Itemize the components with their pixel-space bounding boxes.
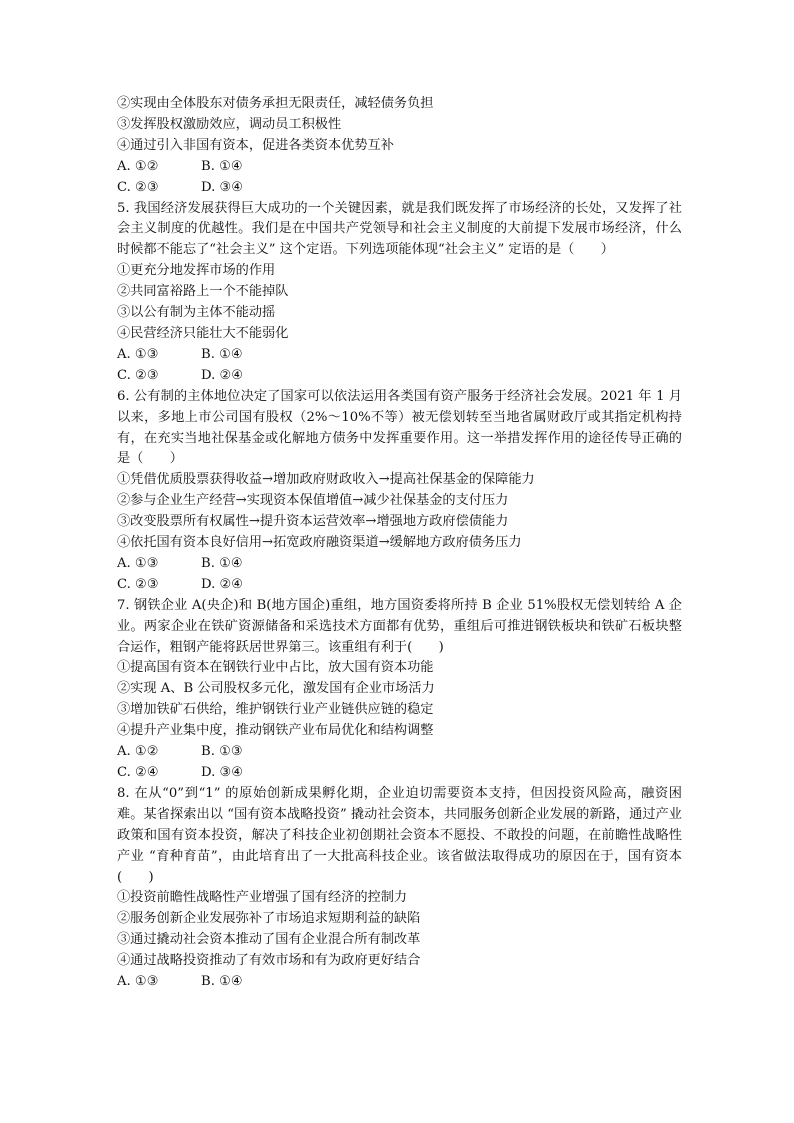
q5-item-4: ④民营经济只能壮大不能弱化 xyxy=(117,325,289,341)
q4-item-2: ②实现由全体股东对债务承担无限责任，减轻债务负担 xyxy=(117,96,434,111)
q6-item-4: ④依托国有资本良好信用→拓宽政府融资渠道→缓解地方政府债务压力 xyxy=(117,535,522,551)
q6-option-d[interactable]: D. ②④ xyxy=(201,576,244,592)
q7-item-3: ③增加铁矿石供给，维护钢铁行业产业链供应链的稳定 xyxy=(117,702,434,718)
q4-options-row-2 xyxy=(117,178,682,199)
q6-item-1: ①凭借优质股票获得收益→增加政府财政收入→提高社保基金的保障能力 xyxy=(117,472,535,488)
q8-item-2: ②服务创新企业发展弥补了市场追求短期利益的缺陷 xyxy=(117,911,421,927)
q5-options-row-2 xyxy=(117,366,682,387)
q4-option-c[interactable]: C. ②③ xyxy=(117,179,159,195)
q4-item-4: ④通过引入非国有资本，促进各类资本优势互补 xyxy=(117,137,394,153)
q6-options-row-1 xyxy=(117,554,682,575)
question-4 xyxy=(117,94,682,199)
q8-option-a[interactable]: A. ①③ xyxy=(117,974,159,990)
question-8 xyxy=(117,784,682,993)
q4-options-row-1 xyxy=(117,157,682,178)
q8-item-4: ④通过战略投资推动了有效市场和有为政府更好结合 xyxy=(117,953,421,969)
q7-item-1: ①提高国有资本在钢铁行业中占比，放大国有资本功能 xyxy=(117,660,434,676)
q8-options-row-1 xyxy=(117,972,682,993)
q5-item-2: ②共同富裕路上一个不能掉队 xyxy=(117,284,289,300)
q7-options-row-2 xyxy=(117,763,682,784)
q6-item-3: ③改变股票所有权属性→提升资本运营效率→增强地方政府偿债能力 xyxy=(117,514,509,530)
q4-option-a[interactable]: A. ①② xyxy=(117,158,159,174)
q6-option-b[interactable]: B. ①④ xyxy=(201,555,243,571)
q7-item-2: ②实现 A、B 公司股权多元化，激发国有企业市场活力 xyxy=(117,681,435,697)
q7-option-c[interactable]: C. ②④ xyxy=(117,765,159,780)
q6-item-2: ②参与企业生产经营→实现资本保值增值→减少社保基金的支付压力 xyxy=(117,493,509,509)
q8-option-b[interactable]: B. ①④ xyxy=(201,974,243,990)
question-5 xyxy=(117,199,682,387)
q5-item-3: ③以公有制为主体不能动摇 xyxy=(117,305,276,321)
q7-item-4: ④提升产业集中度，推动钢铁产业布局优化和结构调整 xyxy=(117,723,434,739)
q5-option-c[interactable]: C. ②③ xyxy=(117,367,159,383)
question-7 xyxy=(117,596,682,784)
q5-option-a[interactable]: A. ①③ xyxy=(117,346,159,362)
q5-stem: 5. 我国经济发展获得巨大成功的一个关键因素，就是我们既发挥了市场经济的长处，又发挥了社会主义制度的优越性。我们是在中国共产党领导和社会主义制度的大前提下发展市场经济，什么时候都不能忘了“社会主义” 这个定语。下列选项能体现“社会主义” 定语的是（ ） xyxy=(117,200,682,258)
q8-item-3: ③通过撬动社会资本推动了国有企业混合所有制改革 xyxy=(117,932,421,948)
exam-page xyxy=(117,94,682,993)
q6-option-a[interactable]: A. ①③ xyxy=(117,555,159,571)
q6-option-c[interactable]: C. ②③ xyxy=(117,576,159,592)
q7-option-a[interactable]: A. ①② xyxy=(117,744,159,760)
question-6 xyxy=(117,387,682,596)
q5-item-1: ①更充分地发挥市场的作用 xyxy=(117,263,276,279)
q5-options-row-1 xyxy=(117,345,682,366)
q4-item-3: ③发挥股权激励效应，调动员工积极性 xyxy=(117,116,342,132)
q5-option-d[interactable]: D. ②④ xyxy=(201,367,244,383)
q6-stem: 6. 公有制的主体地位决定了国家可以依法运用各类国有资产服务于经济社会发展。2021 年 1 月以来，多地上市公司国有股权（2%～10%不等）被无偿划转至当地省属财政厅或其指定机构持有，在充实当地社保基金或化解地方债务中发挥重要作用。这一举措发挥作用的途径传导正确的是（ ） xyxy=(117,388,682,467)
q7-option-b[interactable]: B. ①③ xyxy=(201,744,243,760)
q7-stem: 7. 钢铁企业 A(央企)和 B(地方国企)重组，地方国资委将所持 B 企业 51%股权无偿划转给 A 企业。两家企业在铁矿资源储备和采选技术方面都有优势，重组后可推进钢铁板块和铁矿石板块整合运作，粗钢产能将跃居世界第三。该重组有利于( ) xyxy=(117,597,682,655)
q8-item-1: ①投资前瞻性战略性产业增强了国有经济的控制力 xyxy=(117,890,408,906)
q4-option-b[interactable]: B. ①④ xyxy=(201,158,243,174)
q4-option-d[interactable]: D. ③④ xyxy=(201,179,244,195)
q7-option-d[interactable]: D. ③④ xyxy=(201,765,244,780)
q5-option-b[interactable]: B. ①④ xyxy=(201,346,243,362)
q7-options-row-1 xyxy=(117,742,682,763)
q8-stem: 8. 在从“0”到“1” 的原始创新成果孵化期，企业迫切需要资本支持，但因投资风险高，融资困难。某省探索出以 “国有资本战略投资” 撬动社会资本，共同服务创新企业发展的新路，通过产业政策和国有资本投资，解决了科技企业初创期社会资本不愿投、不敢投的问题，在前瞻性战略性产业 “育种育苗”，由此培育出了一大批高科技企业。该省做法取得成功的原因在于，国有资本( ) xyxy=(117,785,682,885)
q6-options-row-2 xyxy=(117,575,682,596)
